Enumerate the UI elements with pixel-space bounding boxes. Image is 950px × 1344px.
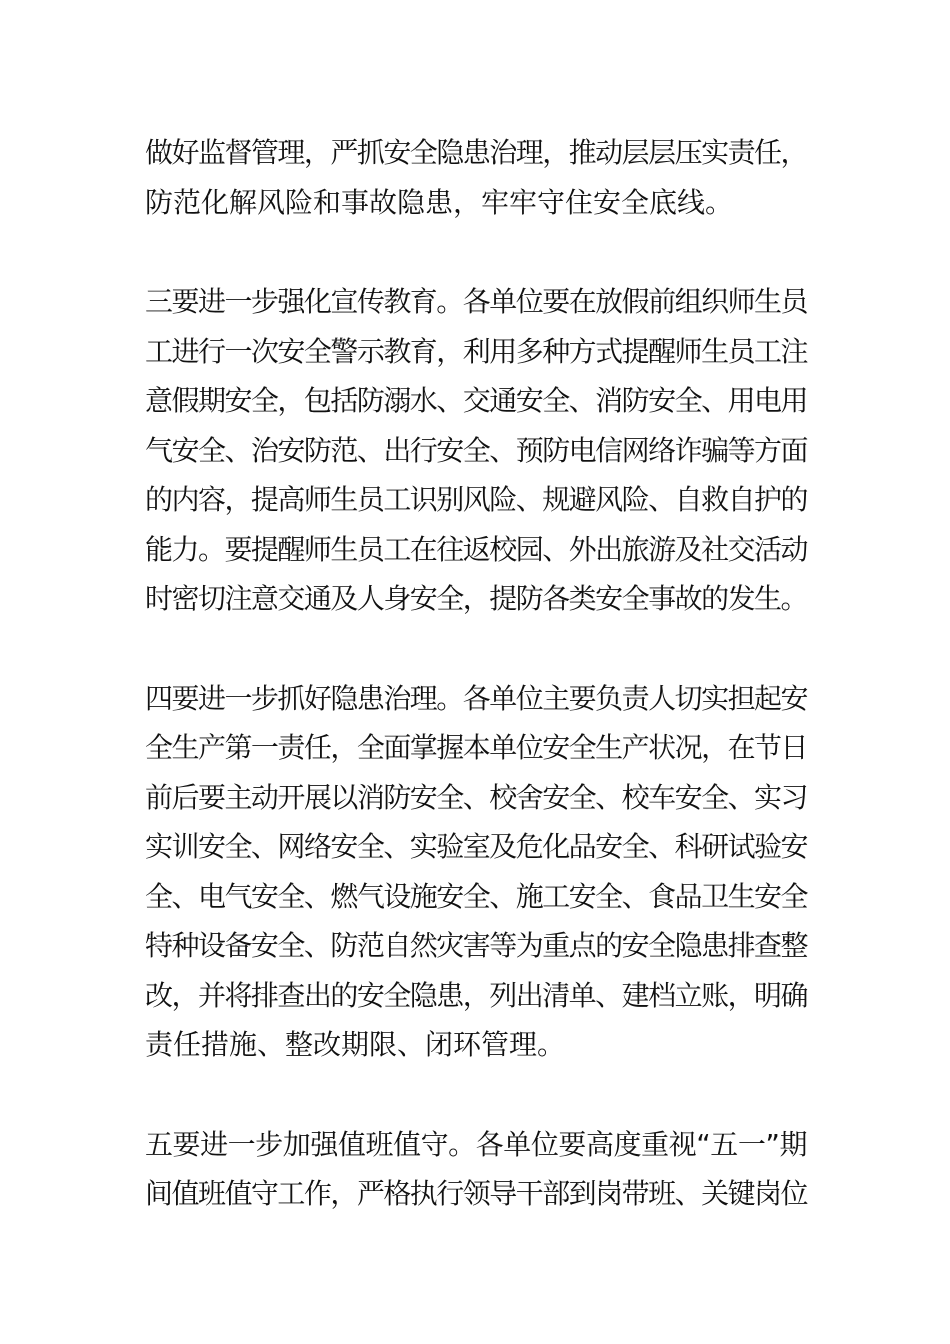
paragraph-point-3 (145, 277, 807, 624)
text-line: 时密切注意交通及人身安全，提防各类安全事故的发生。 (145, 582, 808, 615)
text-line: 实训安全、网络安全、实验室及危化品安全、科研试验安 (145, 830, 808, 863)
text-line: 特种设备安全、防范自然灾害等为重点的安全隐患排查整 (145, 929, 808, 962)
text-line: 的内容，提高师生员工识别风险、规避风险、自救自护的 (145, 483, 808, 516)
text-line: 意假期安全，包括防溺水、交通安全、消防安全、用电用 (145, 384, 808, 417)
paragraph-point-5 (145, 1120, 807, 1219)
text-line: 全生产第一责任，全面掌握本单位安全生产状况，在节日 (145, 731, 808, 764)
text-line: 四要进一步抓好隐患治理。各单位主要负责人切实担起安 (145, 681, 808, 715)
text-line: 责任措施、整改期限、闭环管理。 (145, 1028, 566, 1061)
text-line: 能力。要提醒师生员工在往返校园、外出旅游及社交活动 (145, 532, 808, 566)
document-body (145, 128, 807, 1269)
text-line: 五要进一步加强值班值守。各单位要高度重视“五一”期 (145, 1127, 808, 1161)
text-line: 间值班值守工作，严格执行领导干部到岗带班、关键岗位 (145, 1177, 808, 1210)
text-line: 防范化解风险和事故隐患，牢牢守住安全底线。 (145, 185, 734, 219)
text-line: 工进行一次安全警示教育，利用多种方式提醒师生员工注 (145, 334, 808, 368)
text-line: 改，并将排查出的安全隐患，列出清单、建档立账，明确 (145, 978, 808, 1012)
paragraph-point-4 (145, 674, 807, 1070)
text-line: 做好监督管理，严抓安全隐患治理，推动层层压实责任， (145, 136, 808, 169)
text-line: 三要进一步强化宣传教育。各单位要在放假前组织师生员 (145, 285, 808, 318)
paragraph-continuation (145, 128, 807, 227)
text-line: 气安全、治安防范、出行安全、预防电信网络诈骗等方面 (145, 433, 808, 467)
text-line: 全、电气安全、燃气设施安全、施工安全、食品卫生安全 (145, 879, 808, 913)
text-line: 前后要主动开展以消防安全、校舍安全、校车安全、实习 (145, 780, 808, 814)
